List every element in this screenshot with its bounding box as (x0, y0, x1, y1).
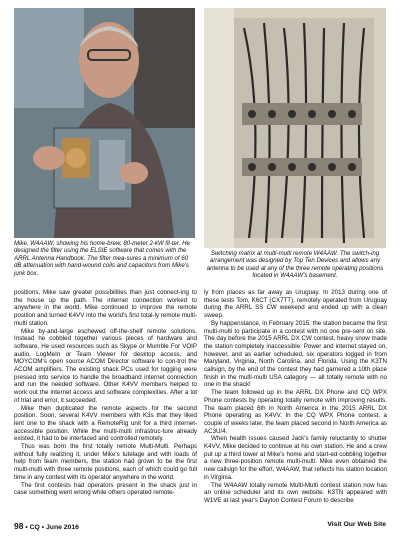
article-paragraph: The first contests had operators present in the shack just in case something went wrong while others operated remote- (14, 481, 197, 497)
photo-switching-matrix (204, 8, 386, 248)
footer-website-text: Visit Our Web Site (327, 521, 386, 528)
caption-right: Switching matrix at multi-multi remote W4AAW. The switch-ing arrangement was designed by Top Ten Devices and allows any antenna to be used at any of the three remote operating positions located in W4AAW's basement. (206, 250, 384, 280)
article-paragraph: By happenstance, in February 2015, the station became the first multi-multi to participate in a contest with no one pre-sent on site. The day before the 2015 ARRL DX CW contest, heavy snow made the station completely inaccessible. Power and internet stayed on, however, and as earlier scheduled, six operators logged in from Maryland, Virginia, North Carolina, and Florida. Using the K3TN callsign, by the end of the contest they had garnered a 10th place finish in the multi-multi USA category — all totally remote with no one in the shack! (204, 319, 387, 389)
footer-bullet: • (25, 524, 28, 531)
article-column-right (204, 289, 387, 505)
page-footer-left (14, 521, 79, 531)
article-paragraph: Mike then duplicated the remote aspects for the second position. Soon, several K4VV members with K3s that they liked lent one to the shack with a RemoteRig unit for a third internet-accessible position. While the multi-multi infrastruc-ture already existed, it had to be interfaced and controlled remotely. (14, 404, 197, 443)
switching-matrix-photo-icon (204, 8, 386, 248)
article-paragraph: Thus was born the first totally remote Multi-Multi. Perhaps without fully realizing it, under Mike's tutelage and with loads of help from team members, the station had grown to be the first multi-multi with three remote positions, each of which could go full time in any contest with its operator anywhere in the world. (14, 443, 197, 481)
photo-man-with-filter (14, 8, 195, 238)
footer-bullet: • (41, 524, 45, 531)
article-paragraph: Mike by-and-large eschewed off-the-shelf remote solutions. Instead he cobbled together various pieces of hardware and software. He used resources such as Skype or Mumble For VOIP audio, LogMeIn or Team Viewer for desktop access, and MOYCOM's open source ACOM Director software to con-trol the ACOM amplifiers. The existing shack PCs used for logging were pressed into service to handle the broadband internet connection and run the needed software. Other K4VV members helped to work out the internet access and software complexities. After a lot of trial and error, it succeeded. (14, 327, 197, 404)
man-with-filter-photo-icon (14, 8, 195, 238)
article-paragraph: When health issues caused Jack's family reluctantly to shutter K4VV, Mike decided to continue at his own station. He and a crew put up a third tower at Mike's home and start-ed cobbling together a new three-position remote multi-multi. Mike even obtained the new callsign for the effort, W4AAW, that reflects his station location in Virginia. (204, 435, 387, 481)
page-number: 98 (14, 521, 24, 531)
caption-left: Mike, W4AAW, showing his home-brew, 80-meter 2-kW fil-ter. He designed the filter using the ELSIE software that comes with the ARRL Antenna Handbook. The filter mea-sures a minimum of 60 dB attenuation with hand-wound coils and capacitors from Mike's junk box. (14, 240, 190, 277)
article-column-left (14, 289, 197, 497)
article-paragraph: ly from places as far away as Uruguay. In 2013 during one of these tests Tom, K6CT (CX7TT), remotely operated from Uruguay during the ARRL SS CW weekend and ended up with a clean sweep. (204, 289, 387, 320)
issue-date: June 2016 (46, 524, 79, 531)
article-paragraph: The W4AAW totally remote Multi-Multi contest station now has an online scheduler and its own website. K3TN appeared with W1VE at last year's Dayton Contest Forum to describe (204, 481, 387, 504)
magazine-name: CQ (29, 524, 40, 531)
article-paragraph: positions, Mike saw greater possibilities than just connect-ing to the house up the path. The internet connection worked to anywhere in the world. Mike continued to improve the remote position and turned K4VV into the world's first total-ly remote multi-multi station. (14, 289, 197, 327)
article-paragraph: The team followed up in the ARRL DX Phone and CQ WPX Phone contests by operating totally remote with improving results. The team placed 6th in North America in the 2015 ARRL DX Phone operating as K4VV. In the CQ WPX Phone contest, a couple of weeks later, the team placed second in North America as AC3U/4. (204, 389, 387, 435)
